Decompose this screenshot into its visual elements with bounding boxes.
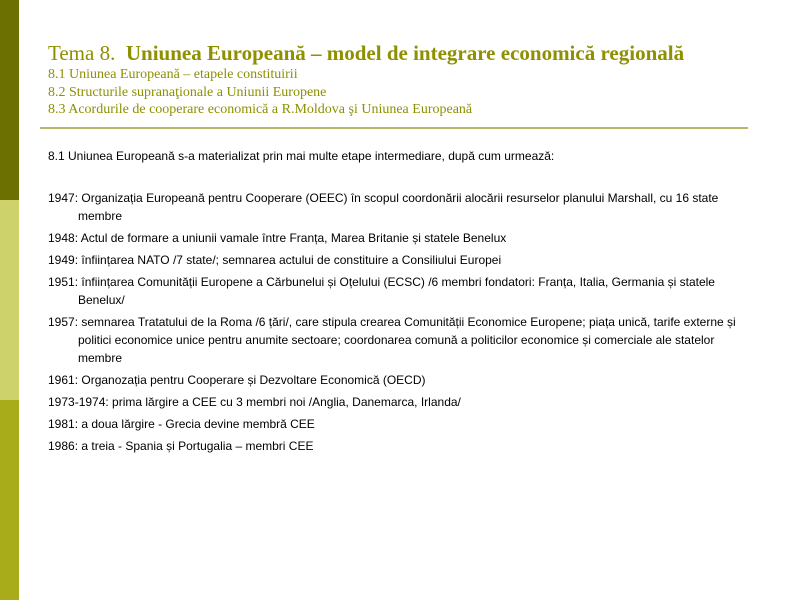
timeline-item: 1961: Organozația pentru Cooperare și Dezvoltare Economică (OECD): [48, 373, 426, 387]
timeline-item: 1986: a treia - Spania și Portugalia – membri CEE: [48, 439, 314, 453]
sidebar-band-bottom: [0, 400, 19, 600]
slide-title: [48, 40, 748, 66]
timeline-item: 1981: a doua lărgire - Grecia devine membră CEE: [48, 417, 315, 431]
subtitle-1: 8.1 Uniunea Europeană – etapele constituirii: [48, 67, 298, 82]
timeline-item: 1947: Organizația Europeană pentru Cooperare (OEEC) în scopul coordonării alocării resurselor planului Marshall, cu 16 state membre: [48, 191, 719, 223]
slide-header: [48, 40, 748, 119]
header-divider: [40, 127, 748, 129]
intro-text: 8.1 Uniunea Europeană s-a materializat prin mai multe etape intermediare, după cum urmează:: [48, 149, 555, 163]
title-main: Uniunea Europeană – model de integrare economică regională: [125, 41, 685, 65]
title-prefix: Tema 8.: [48, 41, 116, 65]
timeline-item: 1951: înființarea Comunității Europene a Cărbunelui și Oțelului (ECSC) /6 membri fondatori: Franța, Italia, Germania și statele Benelux/: [48, 275, 715, 307]
subtitle-2: 8.2 Structurile supranaţionale a Uniunii Europene: [48, 84, 327, 100]
timeline-list: [48, 189, 750, 455]
sidebar-band-top: [0, 0, 19, 200]
subtitle-3: 8.3 Acordurile de cooperare economică a R.Moldova şi Uniunea Europeană: [48, 102, 473, 117]
sidebar-band-middle: [0, 200, 19, 400]
slide-body: [48, 147, 750, 459]
timeline-item: 1973-1974: prima lărgire a CEE cu 3 membri noi /Anglia, Danemarca, Irlanda/: [48, 395, 461, 409]
timeline-item: 1948: Actul de formare a uniunii vamale între Franța, Marea Britanie și statele Benelux: [48, 231, 507, 245]
timeline-item: 1957: semnarea Tratatului de la Roma /6 țări/, care stipula crearea Comunității Economice Europene; piața unică, tarife externe și politici economice unice pentru anumite sectoare; coordonarea comună a politicilor economice și comerciale ale statelor membre: [48, 315, 736, 365]
timeline-item: 1949: înființarea NATO /7 state/; semnarea actului de constituire a Consiliului Europei: [48, 253, 502, 267]
